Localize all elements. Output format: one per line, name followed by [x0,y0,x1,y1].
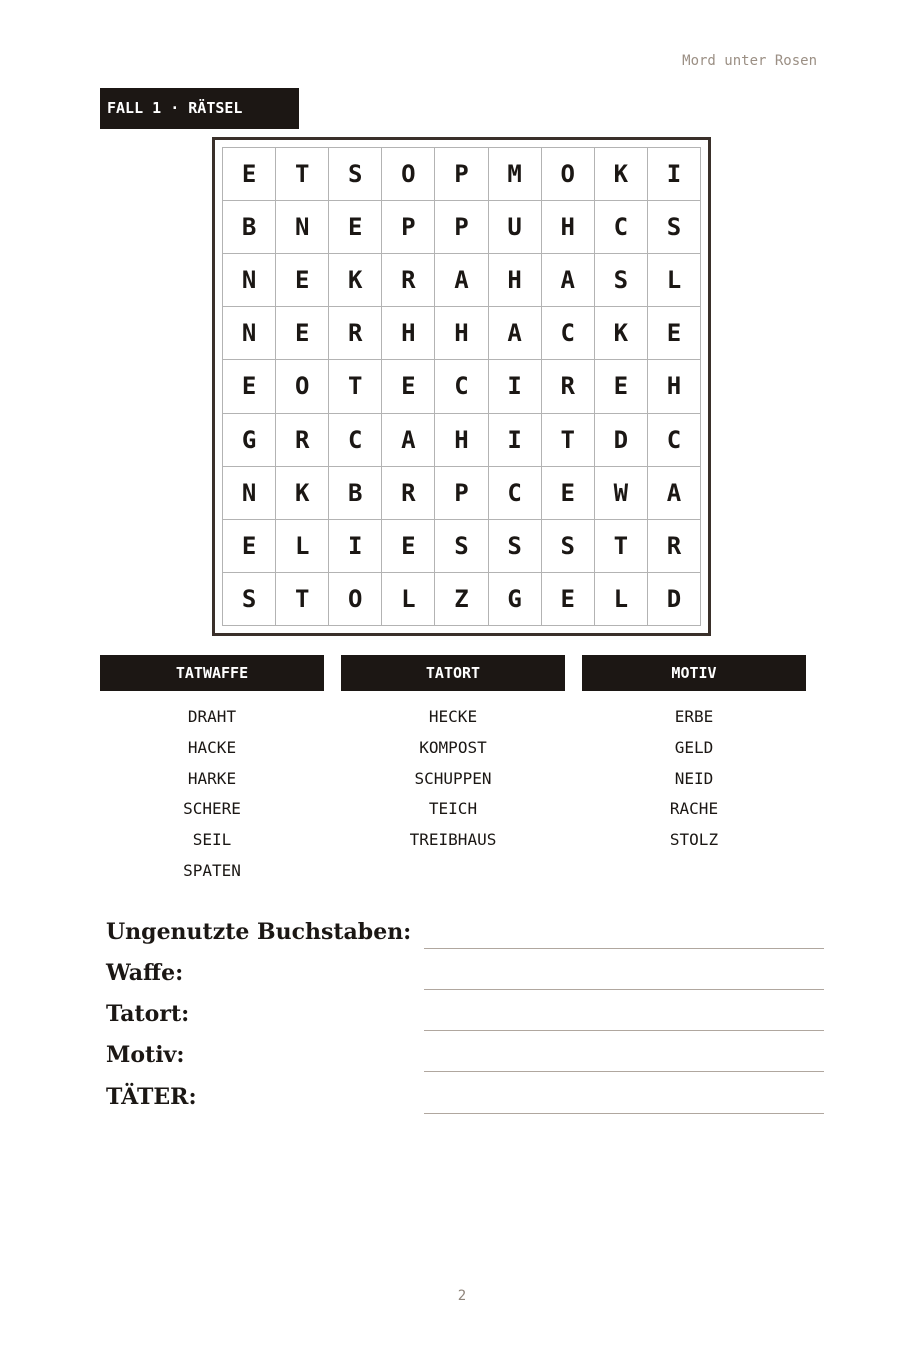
grid-cell[interactable]: I [489,360,542,413]
write-in-line[interactable] [424,948,824,949]
grid-cell[interactable]: E [223,360,276,413]
grid-cell[interactable]: K [276,467,329,520]
grid-cell[interactable]: A [382,414,435,467]
grid-cell[interactable]: M [489,148,542,201]
grid-cell[interactable]: T [276,148,329,201]
word-search-grid [222,147,701,626]
grid-cell[interactable]: H [648,360,701,413]
grid-cell[interactable]: C [489,467,542,520]
grid-cell[interactable]: L [595,573,648,626]
grid-cell[interactable]: G [223,414,276,467]
grid-cell[interactable]: Z [435,573,488,626]
word-list-item: SPATEN [183,860,241,880]
grid-cell[interactable]: R [276,414,329,467]
grid-cell[interactable]: R [542,360,595,413]
grid-cell[interactable]: A [648,467,701,520]
grid-cell[interactable]: H [382,307,435,360]
word-list-item: GELD [674,737,714,757]
grid-cell[interactable]: S [329,148,382,201]
grid-cell[interactable]: S [223,573,276,626]
running-title: Mord unter Rosen [682,53,817,69]
grid-cell[interactable]: P [435,467,488,520]
write-in-line[interactable] [424,1071,824,1072]
word-list-item: TREIBHAUS [409,830,497,850]
category-header-motive: MOTIV [582,655,806,691]
grid-cell[interactable]: C [595,201,648,254]
grid-cell[interactable]: P [435,148,488,201]
grid-cell[interactable]: N [223,307,276,360]
grid-cell[interactable]: E [223,148,276,201]
grid-cell[interactable]: O [276,360,329,413]
grid-cell[interactable]: E [223,520,276,573]
grid-cell[interactable]: N [223,254,276,307]
grid-cell[interactable]: E [382,520,435,573]
word-list-item: HACKE [187,737,237,757]
grid-cell[interactable]: H [435,307,488,360]
grid-cell[interactable]: A [542,254,595,307]
category-header-weapon: TATWAFFE [100,655,324,691]
grid-cell[interactable]: O [329,573,382,626]
grid-cell[interactable]: E [542,573,595,626]
solution-label: Ungenutzte Buchstaben: [106,919,412,945]
grid-cell[interactable]: W [595,467,648,520]
grid-cell[interactable]: G [489,573,542,626]
page-number: 2 [457,1288,467,1304]
grid-cell[interactable]: S [595,254,648,307]
solution-label: Waffe: [106,960,184,986]
grid-cell[interactable]: T [595,520,648,573]
grid-cell[interactable]: T [542,414,595,467]
grid-cell[interactable]: E [276,254,329,307]
grid-cell[interactable]: C [542,307,595,360]
word-list-item: TEICH [428,799,478,819]
grid-cell[interactable]: N [223,467,276,520]
grid-cell[interactable]: R [329,307,382,360]
solution-label: Tatort: [106,1001,190,1027]
solution-label: Motiv: [106,1042,185,1068]
grid-cell[interactable]: E [595,360,648,413]
solution-label: TÄTER: [106,1084,197,1110]
write-in-line[interactable] [424,1113,824,1114]
grid-cell[interactable]: H [435,414,488,467]
solution-row-motive [106,1032,824,1072]
word-search-frame [212,137,711,636]
grid-cell[interactable]: E [648,307,701,360]
word-list-item: HARKE [187,768,237,788]
grid-cell[interactable]: S [489,520,542,573]
grid-cell[interactable]: E [542,467,595,520]
case-tag: FALL 1 · RÄTSEL [100,88,299,129]
grid-cell[interactable]: O [382,148,435,201]
category-header-location: TATORT [341,655,565,691]
grid-cell[interactable]: U [489,201,542,254]
grid-cell[interactable]: E [276,307,329,360]
word-list-item: KOMPOST [419,737,487,757]
grid-cell[interactable]: D [595,414,648,467]
grid-cell[interactable]: K [595,307,648,360]
grid-cell[interactable]: B [223,201,276,254]
grid-cell[interactable]: C [435,360,488,413]
word-list-item: RACHE [669,799,719,819]
grid-cell[interactable]: L [648,254,701,307]
grid-cell[interactable]: I [329,520,382,573]
word-list-item: SCHERE [183,799,241,819]
word-list-item: NEID [674,768,714,788]
word-list-item: DRAHT [187,707,237,726]
grid-cell[interactable]: L [382,573,435,626]
grid-cell[interactable]: L [276,520,329,573]
grid-cell[interactable]: H [489,254,542,307]
grid-cell[interactable]: K [329,254,382,307]
grid-cell[interactable]: H [542,201,595,254]
write-in-line[interactable] [424,989,824,990]
grid-cell[interactable]: R [382,254,435,307]
word-list-item: STOLZ [669,830,719,850]
grid-cell[interactable]: I [648,148,701,201]
solution-row-location [106,991,824,1031]
grid-cell[interactable]: T [329,360,382,413]
grid-cell[interactable]: E [329,201,382,254]
grid-cell[interactable]: K [595,148,648,201]
grid-cell[interactable]: I [489,414,542,467]
word-list-weapon [100,702,324,887]
grid-cell[interactable]: E [382,360,435,413]
grid-cell[interactable]: P [435,201,488,254]
grid-cell[interactable]: A [489,307,542,360]
word-list-location [341,702,565,856]
grid-cell[interactable]: S [542,520,595,573]
grid-cell[interactable]: P [382,201,435,254]
grid-cell[interactable]: A [435,254,488,307]
solution-row-unused-letters [106,909,824,949]
grid-cell[interactable]: S [648,201,701,254]
grid-cell[interactable]: B [329,467,382,520]
word-list-item: ERBE [674,707,714,726]
solution-row-culprit [106,1074,824,1114]
word-list-item: HECKE [428,707,478,726]
grid-cell[interactable]: C [329,414,382,467]
write-in-line[interactable] [424,1030,824,1031]
grid-cell[interactable]: S [435,520,488,573]
solution-row-weapon [106,950,824,990]
grid-cell[interactable]: N [276,201,329,254]
grid-cell[interactable]: C [648,414,701,467]
grid-cell[interactable]: R [382,467,435,520]
grid-cell[interactable]: T [276,573,329,626]
grid-cell[interactable]: D [648,573,701,626]
word-list-item: SCHUPPEN [414,768,492,788]
grid-cell[interactable]: R [648,520,701,573]
word-list-item: SEIL [192,830,232,850]
grid-cell[interactable]: O [542,148,595,201]
word-list-motive [582,702,806,856]
